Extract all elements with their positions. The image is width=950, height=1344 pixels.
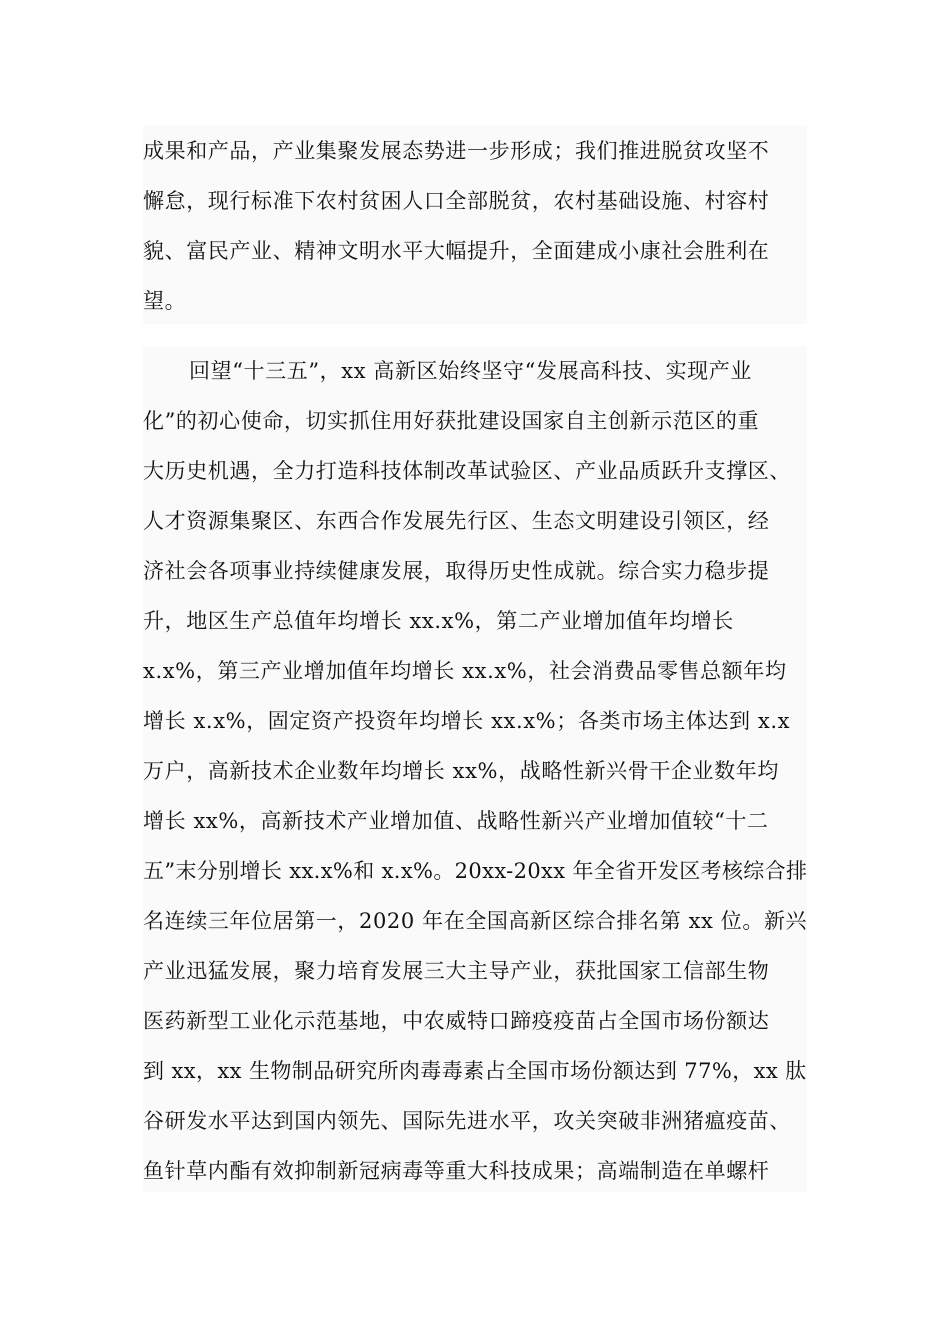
text-line: 名连续三年位居第一，2020 年在全国高新区综合排名第 xx 位。新兴 [143,909,808,933]
text-line: 鱼针草内酯有效抑制新冠病毒等重大科技成果；高端制造在单螺杆 [143,1159,770,1183]
paragraph-1 [143,126,807,324]
text-line: 人才资源集聚区、东西合作发展先行区、生态文明建设引领区，经 [143,509,770,533]
text-line: 化”的初心使命，切实抓住用好获批建设国家自主创新示范区的重 [143,409,760,433]
text-line: 医药新型工业化示范基地，中农威特口蹄疫疫苗占全国市场份额达 [143,1009,770,1033]
text-line: 产业迅猛发展，聚力培育发展三大主导产业，获批国家工信部生物 [143,959,770,983]
text-line: x.x%，第三产业增加值年均增长 xx.x%，社会消费品零售总额年均 [143,659,787,683]
text-line: 增长 xx%，高新技术产业增加值、战略性新兴产业增加值较“十二 [143,809,769,833]
text-line: 望。 [143,289,187,313]
text-line: 貌、富民产业、精神文明水平大幅提升，全面建成小康社会胜利在 [143,239,770,263]
text-line: 济社会各项事业持续健康发展，取得历史性成就。综合实力稳步提 [143,559,770,583]
text-line: 五”末分别增长 xx.x%和 x.x%。20xx-20xx 年全省开发区考核综合排 [143,859,808,883]
text-line: 到 xx，xx 生物制品研究所肉毒毒素占全国市场份额达到 77%，xx 肽 [143,1059,807,1083]
text-line: 懈怠，现行标准下农村贫困人口全部脱贫，农村基础设施、村容村 [143,189,770,213]
text-line: 大历史机遇，全力打造科技体制改革试验区、产业品质跃升支撑区、 [143,459,791,483]
text-line: 成果和产品，产业集聚发展态势进一步形成；我们推进脱贫攻坚不 [143,139,770,163]
text-line: 升，地区生产总值年均增长 xx.x%，第二产业增加值年均增长 [143,609,734,633]
text-line: 万户，高新技术企业数年均增长 xx%，战略性新兴骨干企业数年均 [143,759,779,783]
text-line: 回望“十三五”，xx 高新区始终坚守“发展高科技、实现产业 [189,359,752,383]
text-line: 增长 x.x%，固定资产投资年均增长 xx.x%；各类市场主体达到 x.x [143,709,791,733]
paragraph-2 [143,346,807,1192]
text-line: 谷研发水平达到国内领先、国际先进水平，攻关突破非洲猪瘟疫苗、 [143,1109,791,1133]
